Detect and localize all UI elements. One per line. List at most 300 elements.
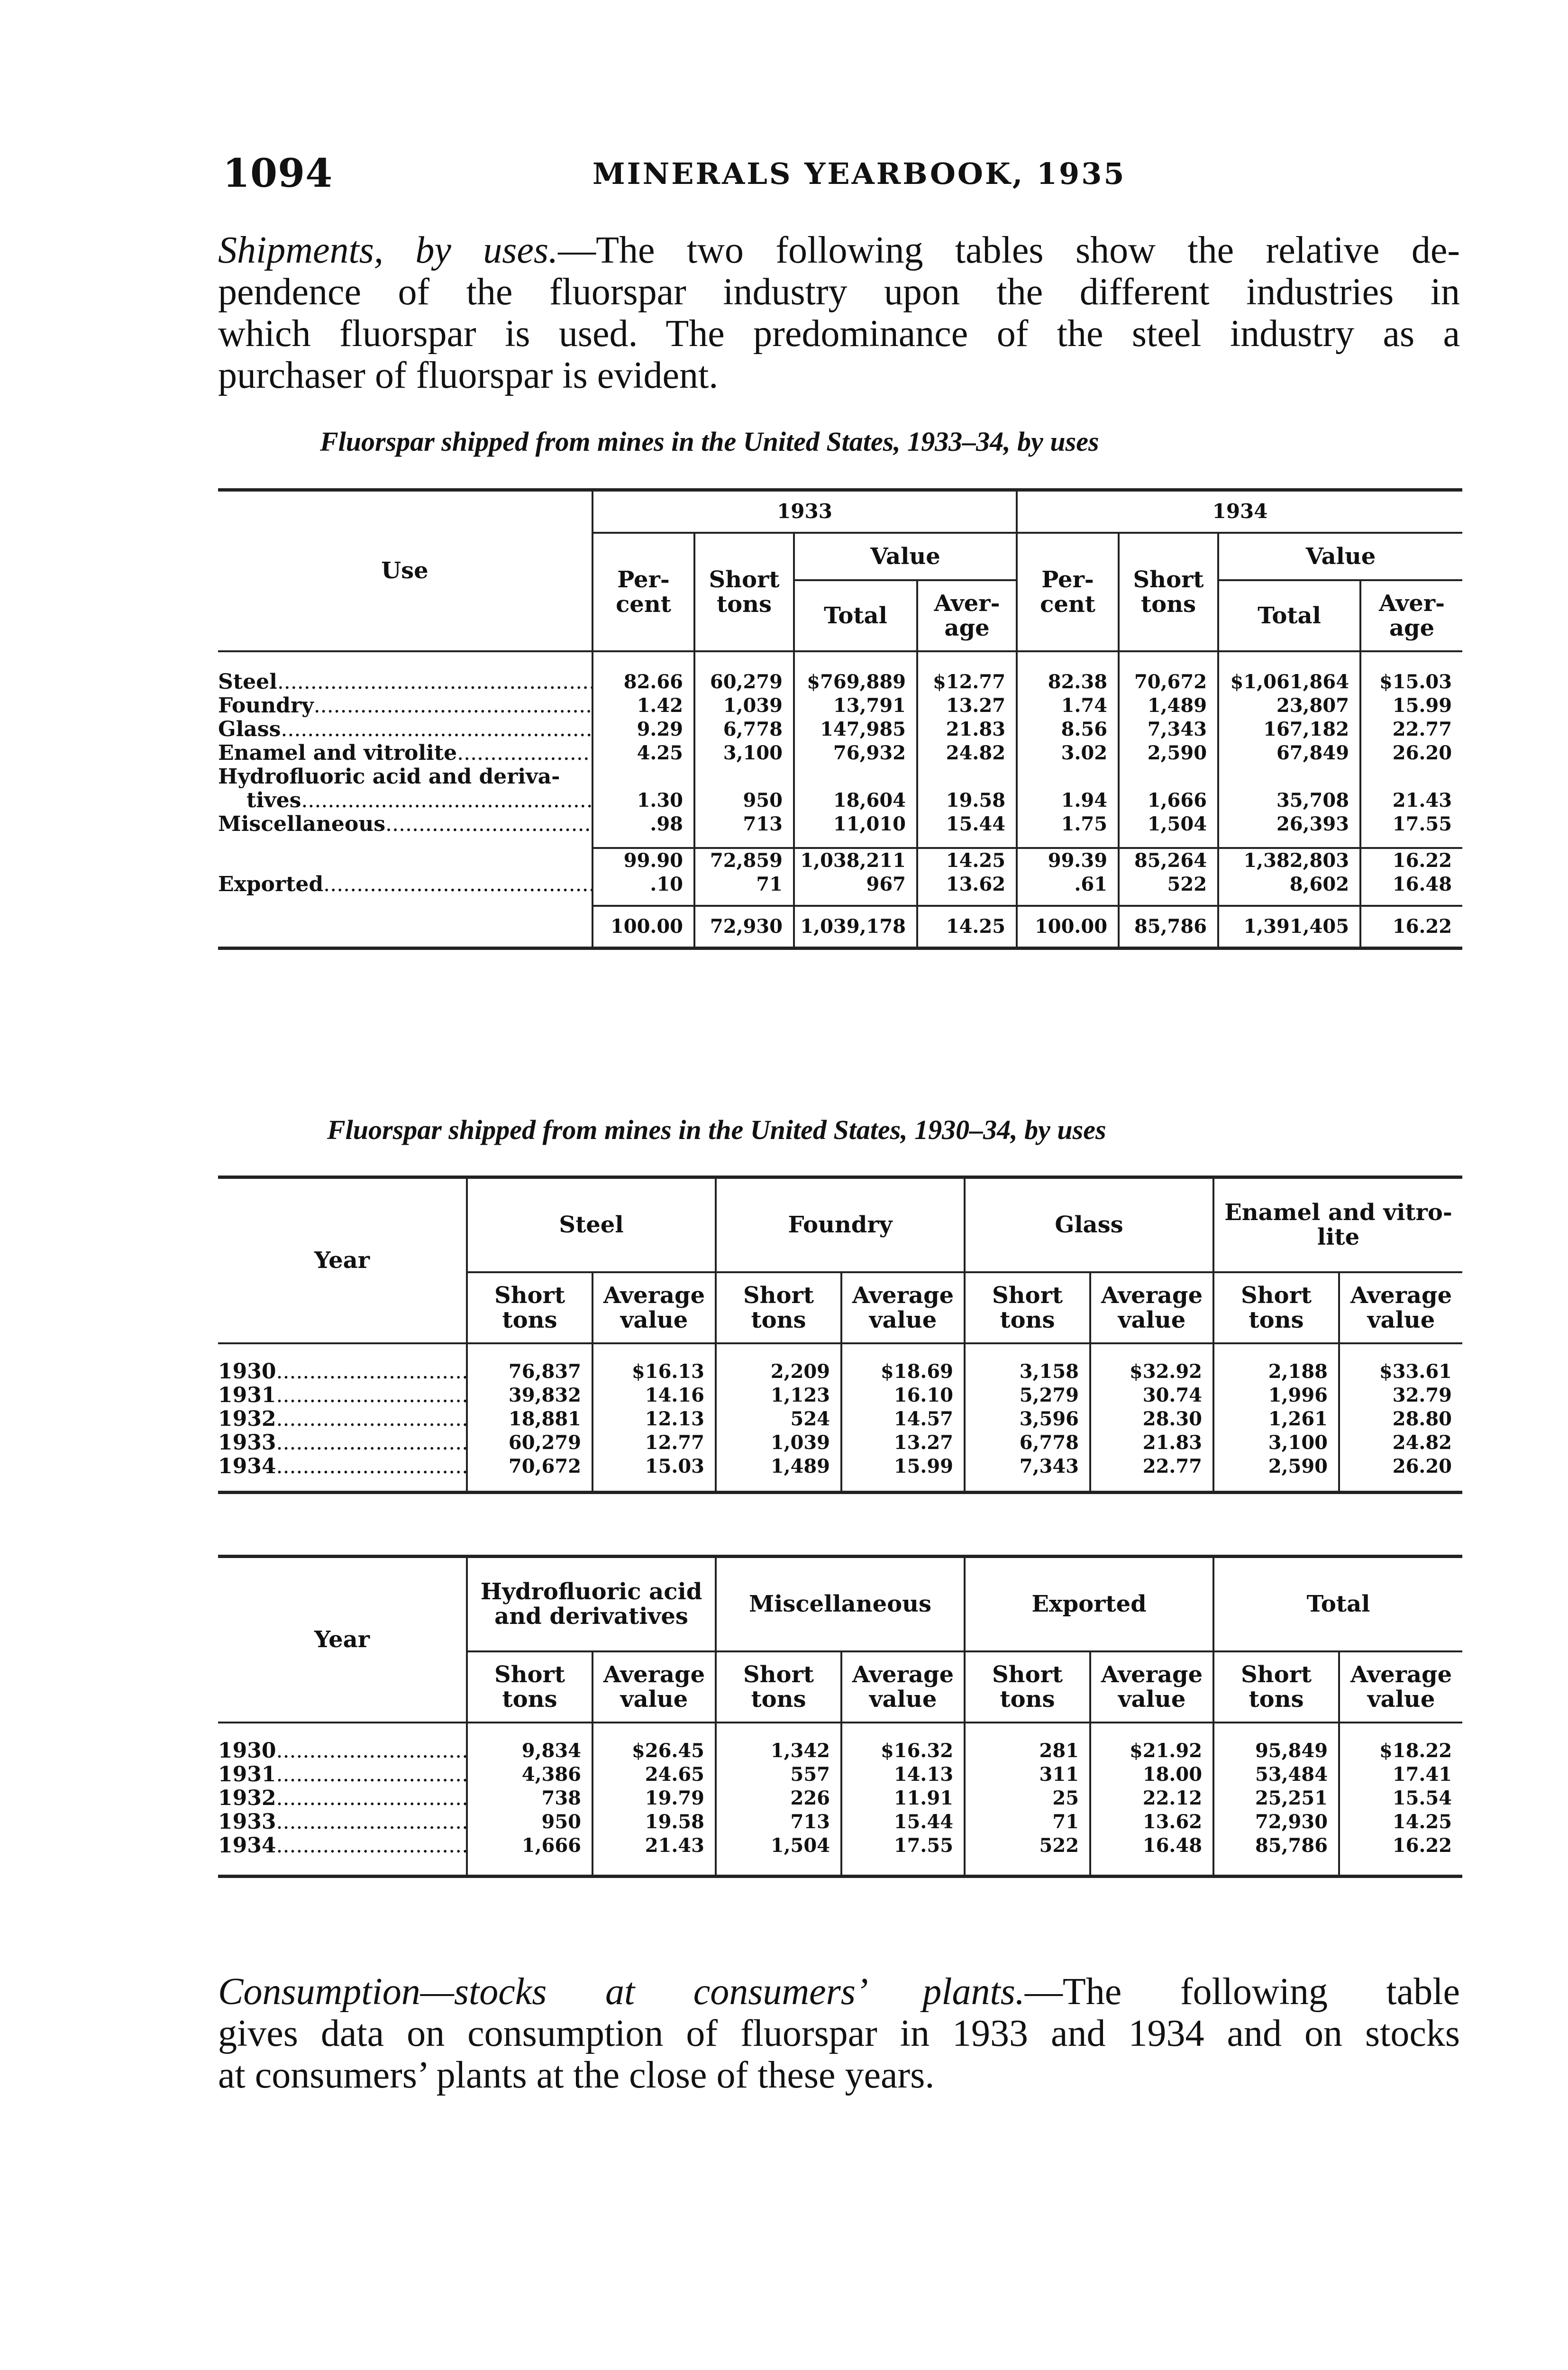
- cell-t33: 6,778: [694, 718, 794, 741]
- table-uses-1930-34-part2: [218, 1555, 1462, 1878]
- header-short-tons: [467, 1272, 593, 1343]
- subheader-text: Average value: [603, 1661, 705, 1713]
- cell-v34: [1218, 765, 1360, 789]
- row-label: [218, 1407, 467, 1431]
- table-cell: $32.92: [1090, 1360, 1213, 1384]
- table-cell: 1,039: [716, 1431, 841, 1455]
- cell-p33: [593, 765, 694, 789]
- year-label: 1932: [218, 1407, 276, 1431]
- table-cell: 1,123: [716, 1384, 841, 1407]
- year-label: 1931: [218, 1383, 276, 1407]
- header-percent-1933: [593, 533, 694, 651]
- table-cell: 950: [467, 1810, 593, 1834]
- cell-p34: 1.94: [1017, 789, 1119, 812]
- header-average-value: [1090, 1651, 1213, 1723]
- group-header: [467, 1557, 716, 1651]
- group-header-text: Enamel and vitro- lite: [1224, 1199, 1452, 1251]
- intro-line: —The two following tables show the relative de-: [558, 229, 1460, 271]
- cell-t34: 1,666: [1119, 789, 1218, 812]
- row-label: [218, 741, 593, 765]
- table-cell: 3,596: [965, 1407, 1090, 1431]
- cell-a34: 16.48: [1360, 873, 1462, 896]
- table-cell: 14.16: [593, 1384, 716, 1407]
- cell-a33: 21.83: [917, 718, 1017, 741]
- row-label: [218, 1834, 467, 1858]
- header-average-value: [841, 1651, 965, 1723]
- leader-dots: [276, 1834, 467, 1858]
- table-cell: 14.57: [841, 1407, 965, 1431]
- table-cell: 6,778: [965, 1431, 1090, 1455]
- table-row: [218, 1455, 1462, 1478]
- group-header: [716, 1177, 965, 1272]
- table-row: [218, 694, 1462, 718]
- cell-a33: 15.44: [917, 812, 1017, 836]
- page-number: 1094: [223, 151, 333, 196]
- header-average-value: [841, 1272, 965, 1343]
- leader-dots: [457, 741, 593, 765]
- header-short-tons-1933: [694, 533, 794, 651]
- subheader-text: Average value: [852, 1661, 954, 1713]
- header-short-tons: [965, 1272, 1090, 1343]
- year-label: 1933: [218, 1810, 276, 1834]
- row-label: [218, 1810, 467, 1834]
- subheader-text: Short tons: [1240, 1282, 1312, 1333]
- table-cell: 14.25: [1339, 1810, 1462, 1834]
- header-value-1934: Value: [1218, 533, 1462, 580]
- row-label-text: Enamel and vitrolite: [218, 741, 457, 765]
- outro-paragraph: [218, 1971, 1460, 2096]
- table-uses-1933-34: [218, 488, 1462, 950]
- table-cell: 95,849: [1213, 1739, 1339, 1763]
- row-label-text: tives: [246, 788, 301, 812]
- cell-p34: 100.00: [1017, 906, 1119, 948]
- table-cell: 18.00: [1090, 1763, 1213, 1787]
- table-cell: 1,666: [467, 1834, 593, 1858]
- header-average-value: [593, 1272, 716, 1343]
- group-header: [1213, 1557, 1462, 1651]
- table-row: [218, 1810, 1462, 1834]
- table-cell: 3,158: [965, 1360, 1090, 1384]
- header-average-value: [1339, 1272, 1462, 1343]
- subheader-text: Short tons: [494, 1661, 565, 1713]
- header-total-1934: Total: [1218, 580, 1360, 651]
- row-label: [218, 765, 593, 789]
- cell-p33: 1.42: [593, 694, 694, 718]
- table-cell: 226: [716, 1787, 841, 1810]
- cell-v34: 23,807: [1218, 694, 1360, 718]
- cell-a34: 21.43: [1360, 789, 1462, 812]
- subheader-text: Average value: [1101, 1282, 1203, 1333]
- table-cell: $18.69: [841, 1360, 965, 1384]
- cell-p33: 4.25: [593, 741, 694, 765]
- table-cell: 25,251: [1213, 1787, 1339, 1810]
- table-cell: 28.30: [1090, 1407, 1213, 1431]
- subheader-text: Average value: [603, 1282, 705, 1333]
- header-total-1933: Total: [794, 580, 917, 651]
- subtotal-row: [218, 848, 1462, 873]
- leader-dots: [276, 1360, 467, 1384]
- group-header-text: Miscellaneous: [748, 1591, 932, 1618]
- row-label: [218, 848, 593, 873]
- subheader-text: Average value: [1101, 1661, 1203, 1713]
- row-label: [218, 670, 593, 694]
- table-cell: 22.77: [1090, 1455, 1213, 1478]
- table-cell: 12.77: [593, 1431, 716, 1455]
- table-cell: 2,188: [1213, 1360, 1339, 1384]
- table-cell: 1,489: [716, 1455, 841, 1478]
- spacer-row: [218, 651, 1462, 670]
- year-label: 1934: [218, 1833, 276, 1858]
- year-label: 1930: [218, 1359, 276, 1384]
- row-label: [218, 1787, 467, 1810]
- intro-line: pendence of the fluorspar industry upon the different industries in: [218, 271, 1460, 313]
- table-cell: 18,881: [467, 1407, 593, 1431]
- leader-dots: [301, 789, 593, 812]
- cell-t33: [694, 765, 794, 789]
- cell-t34: [1119, 765, 1218, 789]
- spacer-row: [218, 1343, 1462, 1360]
- group-header-text: Foundry: [788, 1212, 893, 1239]
- cell-t34: 1,504: [1119, 812, 1218, 836]
- group-header-text: Exported: [1031, 1591, 1147, 1618]
- row-label: [218, 1431, 467, 1455]
- year-label: 1933: [218, 1431, 276, 1455]
- header-short-tons-1934: [1119, 533, 1218, 651]
- header-short-tons: [1213, 1272, 1339, 1343]
- table-cell: 15.99: [841, 1455, 965, 1478]
- cell-p34: 1.75: [1017, 812, 1119, 836]
- table-row: [218, 765, 1462, 789]
- cell-v33: 1,039,178: [794, 906, 917, 948]
- cell-a34: 16.22: [1360, 848, 1462, 873]
- table-cell: 72,930: [1213, 1810, 1339, 1834]
- leader-dots: [314, 694, 593, 718]
- cell-t33: 71: [694, 873, 794, 896]
- table-cell: 4,386: [467, 1763, 593, 1787]
- spacer-row: [218, 1478, 1462, 1493]
- table-row: [218, 1739, 1462, 1763]
- cell-p34: 1.74: [1017, 694, 1119, 718]
- subheader-text: Short tons: [494, 1282, 565, 1333]
- table-cell: 76,837: [467, 1360, 593, 1384]
- subheader-text: Short tons: [743, 1661, 814, 1713]
- table-cell: 738: [467, 1787, 593, 1810]
- header-short-tons: [1213, 1651, 1339, 1723]
- leader-dots: [277, 670, 593, 694]
- cell-a33: 13.62: [917, 873, 1017, 896]
- table-cell: 13.62: [1090, 1810, 1213, 1834]
- leader-dots: [276, 1384, 467, 1407]
- cell-v34: 67,849: [1218, 741, 1360, 765]
- leader-dots: [276, 1763, 467, 1787]
- table-cell: 14.13: [841, 1763, 965, 1787]
- cell-p33: 82.66: [593, 670, 694, 694]
- table-row: [218, 1787, 1462, 1810]
- leader-dots: [281, 718, 593, 741]
- cell-a33: $12.77: [917, 670, 1017, 694]
- table-cell: 1,996: [1213, 1384, 1339, 1407]
- cell-p34: 8.56: [1017, 718, 1119, 741]
- subheader-text: Short tons: [743, 1282, 814, 1333]
- row-label-text: Hydrofluoric acid and deriva-: [218, 765, 560, 789]
- row-label: [218, 1360, 467, 1384]
- table-cell: 15.03: [593, 1455, 716, 1478]
- cell-p33: 9.29: [593, 718, 694, 741]
- table-cell: 15.54: [1339, 1787, 1462, 1810]
- table-cell: 522: [965, 1834, 1090, 1858]
- table-cell: 13.27: [841, 1431, 965, 1455]
- table-cell: 3,100: [1213, 1431, 1339, 1455]
- table-cell: 32.79: [1339, 1384, 1462, 1407]
- row-label-text: Exported: [218, 872, 324, 896]
- cell-v33: 18,604: [794, 789, 917, 812]
- header-short-tons-text: Short tons: [709, 566, 780, 618]
- cell-a33: 24.82: [917, 741, 1017, 765]
- cell-p33: .10: [593, 873, 694, 896]
- header-average-text: Aver- age: [1379, 590, 1445, 641]
- table-cell: 9,834: [467, 1739, 593, 1763]
- cell-t34: 2,590: [1119, 741, 1218, 765]
- cell-a34: $15.03: [1360, 670, 1462, 694]
- table-cell: 11.91: [841, 1787, 965, 1810]
- header-average-value: [1090, 1272, 1213, 1343]
- row-label: [218, 694, 593, 718]
- table-cell: 2,590: [1213, 1455, 1339, 1478]
- cell-p34: .61: [1017, 873, 1119, 896]
- header-use: Use: [218, 490, 593, 651]
- table1-caption: Fluorspar shipped from mines in the United States, 1933–34, by uses: [320, 426, 1099, 457]
- cell-p34: 82.38: [1017, 670, 1119, 694]
- subheader-text: Average value: [852, 1282, 954, 1333]
- row-label-text: Glass: [218, 717, 281, 741]
- header-average-1934: [1360, 580, 1462, 651]
- cell-t33: 713: [694, 812, 794, 836]
- group-header: [965, 1177, 1213, 1272]
- row-label: [218, 1739, 467, 1763]
- table-cell: 281: [965, 1739, 1090, 1763]
- cell-v34: 8,602: [1218, 873, 1360, 896]
- table-cell: 22.12: [1090, 1787, 1213, 1810]
- row-label-text: Steel: [218, 670, 277, 694]
- cell-t34: 70,672: [1119, 670, 1218, 694]
- running-title: MINERALS YEARBOOK, 1935: [593, 156, 1126, 191]
- cell-p34: 3.02: [1017, 741, 1119, 765]
- row-label: [218, 1384, 467, 1407]
- header-1933: 1933: [593, 490, 1017, 533]
- table-cell: 85,786: [1213, 1834, 1339, 1858]
- header-short-tons: [965, 1651, 1090, 1723]
- leader-dots: [385, 812, 593, 836]
- table-cell: 53,484: [1213, 1763, 1339, 1787]
- table-cell: 21.43: [593, 1834, 716, 1858]
- spacer-row: [218, 836, 1462, 848]
- cell-a33: 13.27: [917, 694, 1017, 718]
- table-cell: 713: [716, 1810, 841, 1834]
- header-short-tons-text: Short tons: [1133, 566, 1204, 618]
- table-row: [218, 1360, 1462, 1384]
- table-cell: 30.74: [1090, 1384, 1213, 1407]
- row-label-text: Foundry: [218, 693, 314, 718]
- header-short-tons: [467, 1651, 593, 1723]
- table-cell: 71: [965, 1810, 1090, 1834]
- table-cell: 12.13: [593, 1407, 716, 1431]
- cell-v34: 1,382,803: [1218, 848, 1360, 873]
- leader-dots: [276, 1810, 467, 1834]
- leader-dots: [276, 1739, 467, 1763]
- cell-a34: 22.77: [1360, 718, 1462, 741]
- table-cell: $16.13: [593, 1360, 716, 1384]
- cell-t33: 1,039: [694, 694, 794, 718]
- outro-lead: Consumption—stocks at consumers’ plants.: [218, 1971, 1025, 2013]
- cell-t33: 950: [694, 789, 794, 812]
- year-label: 1934: [218, 1454, 276, 1478]
- cell-t34: 522: [1119, 873, 1218, 896]
- spacer-row: [218, 896, 1462, 906]
- table-cell: 25: [965, 1787, 1090, 1810]
- table-cell: 557: [716, 1763, 841, 1787]
- header-value-1933: Value: [794, 533, 1017, 580]
- table-uses-1930-34-part1: [218, 1176, 1462, 1494]
- table-row: [218, 1407, 1462, 1431]
- cell-t33: 60,279: [694, 670, 794, 694]
- subheader-text: Short tons: [992, 1661, 1063, 1713]
- cell-v34: 26,393: [1218, 812, 1360, 836]
- year-label: 1931: [218, 1762, 276, 1787]
- row-label: [218, 718, 593, 741]
- table-row: [218, 1431, 1462, 1455]
- table-cell: 7,343: [965, 1455, 1090, 1478]
- header-average-1933: [917, 580, 1017, 651]
- table-cell: 1,261: [1213, 1407, 1339, 1431]
- total-row: [218, 906, 1462, 948]
- row-label: [218, 873, 593, 896]
- cell-p33: 100.00: [593, 906, 694, 948]
- table-cell: 26.20: [1339, 1455, 1462, 1478]
- group-header: [716, 1557, 965, 1651]
- row-label-text: Miscellaneous: [218, 812, 386, 836]
- row-label: [218, 789, 593, 812]
- cell-a34: 16.22: [1360, 906, 1462, 948]
- row-label: [218, 1455, 467, 1478]
- row-label: [218, 812, 593, 836]
- header-short-tons: [716, 1272, 841, 1343]
- table-cell: 39,832: [467, 1384, 593, 1407]
- year-label: 1930: [218, 1739, 276, 1763]
- table-cell: $16.32: [841, 1739, 965, 1763]
- table-row: [218, 670, 1462, 694]
- table-cell: 16.10: [841, 1384, 965, 1407]
- table-cell: 16.22: [1339, 1834, 1462, 1858]
- cell-a33: [917, 765, 1017, 789]
- table-row: [218, 789, 1462, 812]
- cell-t33: 72,859: [694, 848, 794, 873]
- group-header-text: Steel: [559, 1212, 624, 1239]
- header-average-value: [593, 1651, 716, 1723]
- row-label: [218, 1763, 467, 1787]
- table-cell: 1,342: [716, 1739, 841, 1763]
- cell-p33: .98: [593, 812, 694, 836]
- cell-t33: 72,930: [694, 906, 794, 948]
- cell-v34: 1,391,405: [1218, 906, 1360, 948]
- group-header-text: Glass: [1055, 1212, 1123, 1239]
- header-year: Year: [218, 1177, 467, 1343]
- cell-t34: 85,786: [1119, 906, 1218, 948]
- table-row: [218, 741, 1462, 765]
- intro-line: purchaser of fluorspar is evident.: [218, 355, 719, 396]
- row-label: [218, 906, 593, 948]
- cell-v33: 76,932: [794, 741, 917, 765]
- table-cell: $33.61: [1339, 1360, 1462, 1384]
- cell-p33: 1.30: [593, 789, 694, 812]
- cell-a34: 17.55: [1360, 812, 1462, 836]
- table-cell: 24.82: [1339, 1431, 1462, 1455]
- leader-dots: [276, 1787, 467, 1810]
- cell-p33: 99.90: [593, 848, 694, 873]
- cell-t34: 85,264: [1119, 848, 1218, 873]
- cell-v34: $1,061,864: [1218, 670, 1360, 694]
- cell-a34: [1360, 765, 1462, 789]
- leader-dots: [276, 1455, 467, 1478]
- table-cell: 60,279: [467, 1431, 593, 1455]
- cell-v33: $769,889: [794, 670, 917, 694]
- table-cell: 524: [716, 1407, 841, 1431]
- leader-dots: [276, 1431, 467, 1455]
- table-cell: 1,504: [716, 1834, 841, 1858]
- table-cell: 24.65: [593, 1763, 716, 1787]
- subheader-text: Average value: [1350, 1661, 1452, 1713]
- subheader-text: Short tons: [1241, 1661, 1312, 1713]
- group-header-text: Total: [1306, 1591, 1370, 1618]
- table-cell: $18.22: [1339, 1739, 1462, 1763]
- table-row: [218, 873, 1462, 896]
- header-percent-1934: [1017, 533, 1119, 651]
- table-row: [218, 1834, 1462, 1858]
- header-average-text: Aver- age: [934, 590, 1000, 641]
- spacer-row: [218, 1858, 1462, 1877]
- cell-v34: 167,182: [1218, 718, 1360, 741]
- leader-dots: [323, 873, 593, 896]
- table-cell: 21.83: [1090, 1431, 1213, 1455]
- cell-a33: 14.25: [917, 906, 1017, 948]
- table-cell: 2,209: [716, 1360, 841, 1384]
- table-cell: 17.55: [841, 1834, 965, 1858]
- table-cell: 5,279: [965, 1384, 1090, 1407]
- table-cell: 16.48: [1090, 1834, 1213, 1858]
- cell-t33: 3,100: [694, 741, 794, 765]
- cell-a34: 15.99: [1360, 694, 1462, 718]
- intro-lead: Shipments, by uses.: [218, 229, 558, 271]
- table2-caption: Fluorspar shipped from mines in the United States, 1930–34, by uses: [327, 1114, 1106, 1145]
- cell-v33: 1,038,211: [794, 848, 917, 873]
- table-cell: $21.92: [1090, 1739, 1213, 1763]
- cell-a33: 19.58: [917, 789, 1017, 812]
- group-header: [467, 1177, 716, 1272]
- table-cell: 17.41: [1339, 1763, 1462, 1787]
- cell-v33: [794, 765, 917, 789]
- table-cell: $26.45: [593, 1739, 716, 1763]
- table-cell: 28.80: [1339, 1407, 1462, 1431]
- group-header-text: Hydrofluoric acid and derivatives: [480, 1578, 702, 1630]
- outro-line: gives data on consumption of fluorspar in 1933 and 1934 and on stocks: [218, 2013, 1460, 2054]
- table-row: [218, 812, 1462, 836]
- group-header: [1213, 1177, 1462, 1272]
- cell-v33: 11,010: [794, 812, 917, 836]
- table-cell: 15.44: [841, 1810, 965, 1834]
- outro-line: —The following table: [1024, 1971, 1460, 2013]
- header-1934: 1934: [1017, 490, 1462, 533]
- header-percent-text: Per- cent: [1040, 566, 1095, 618]
- cell-p34: [1017, 765, 1119, 789]
